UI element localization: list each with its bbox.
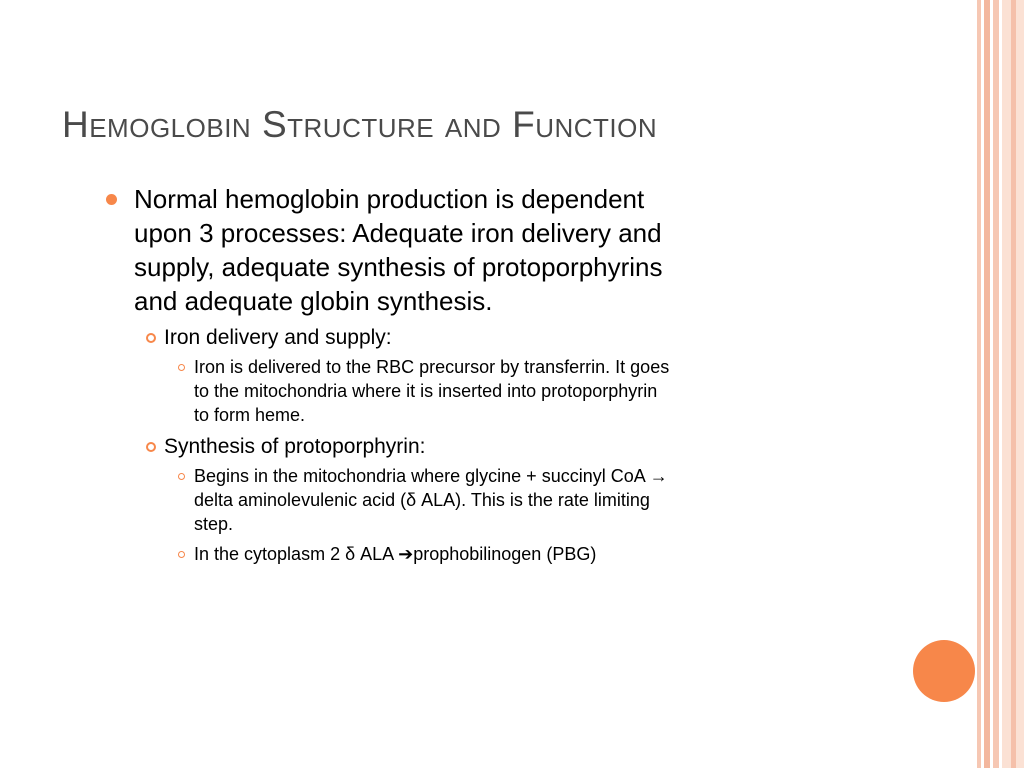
bullet-text-line: step. <box>194 514 234 534</box>
decorative-stripe <box>993 0 999 768</box>
bullet-text-line: Normal hemoglobin production is dependent <box>134 184 645 214</box>
decorative-stripe <box>984 0 990 768</box>
small-ring-bullet-icon <box>178 364 185 371</box>
bullet-text: Iron delivery and supply: <box>164 326 392 349</box>
decorative-orange-circle <box>913 640 975 702</box>
small-ring-bullet-icon <box>178 473 185 480</box>
filled-circle-bullet-icon <box>106 194 117 205</box>
bullet-level3-cytoplasm-pbg <box>176 542 874 566</box>
bullet-level3-iron-transferrin <box>176 355 874 427</box>
slide-content <box>104 182 864 572</box>
ring-bullet-icon <box>146 333 156 343</box>
bullet-text-line: to the mitochondria where it is inserted into protoporphyrin <box>194 381 658 401</box>
bullet-level1-hemoglobin-production <box>104 182 864 318</box>
bullet-text-line: Iron is delivered to the RBC precursor by transferrin. It goes <box>194 357 670 377</box>
ring-bullet-icon <box>146 442 156 452</box>
bullet-text-line: supply, adequate synthesis of protoporphyrins <box>134 252 663 282</box>
decorative-stripe <box>1011 0 1016 768</box>
small-ring-bullet-icon <box>178 551 185 558</box>
bullet-text: Synthesis of protoporphyrin: <box>164 435 426 458</box>
bullet-text-line: to form heme. <box>194 405 306 425</box>
bullet-text-line: and adequate globin synthesis. <box>134 286 493 316</box>
bullet-text-line: Begins in the mitochondria where glycine + succinyl CoA → <box>194 466 668 486</box>
bullet-text-line: upon 3 processes: Adequate iron delivery and <box>134 218 662 248</box>
bullet-level2-protoporphyrin-synthesis <box>144 433 864 460</box>
slide-title: Hemoglobin Structure and Function <box>62 104 658 145</box>
bullet-level2-iron-delivery <box>144 324 864 351</box>
bullet-level3-mitochondria-ala <box>176 464 874 536</box>
decorative-stripe <box>977 0 981 768</box>
bullet-text-line: delta aminolevulenic acid (δ ALA). This is the rate limiting <box>194 490 650 510</box>
bullet-text: In the cytoplasm 2 δ ALA ➔prophobilinogen (PBG) <box>194 544 597 564</box>
